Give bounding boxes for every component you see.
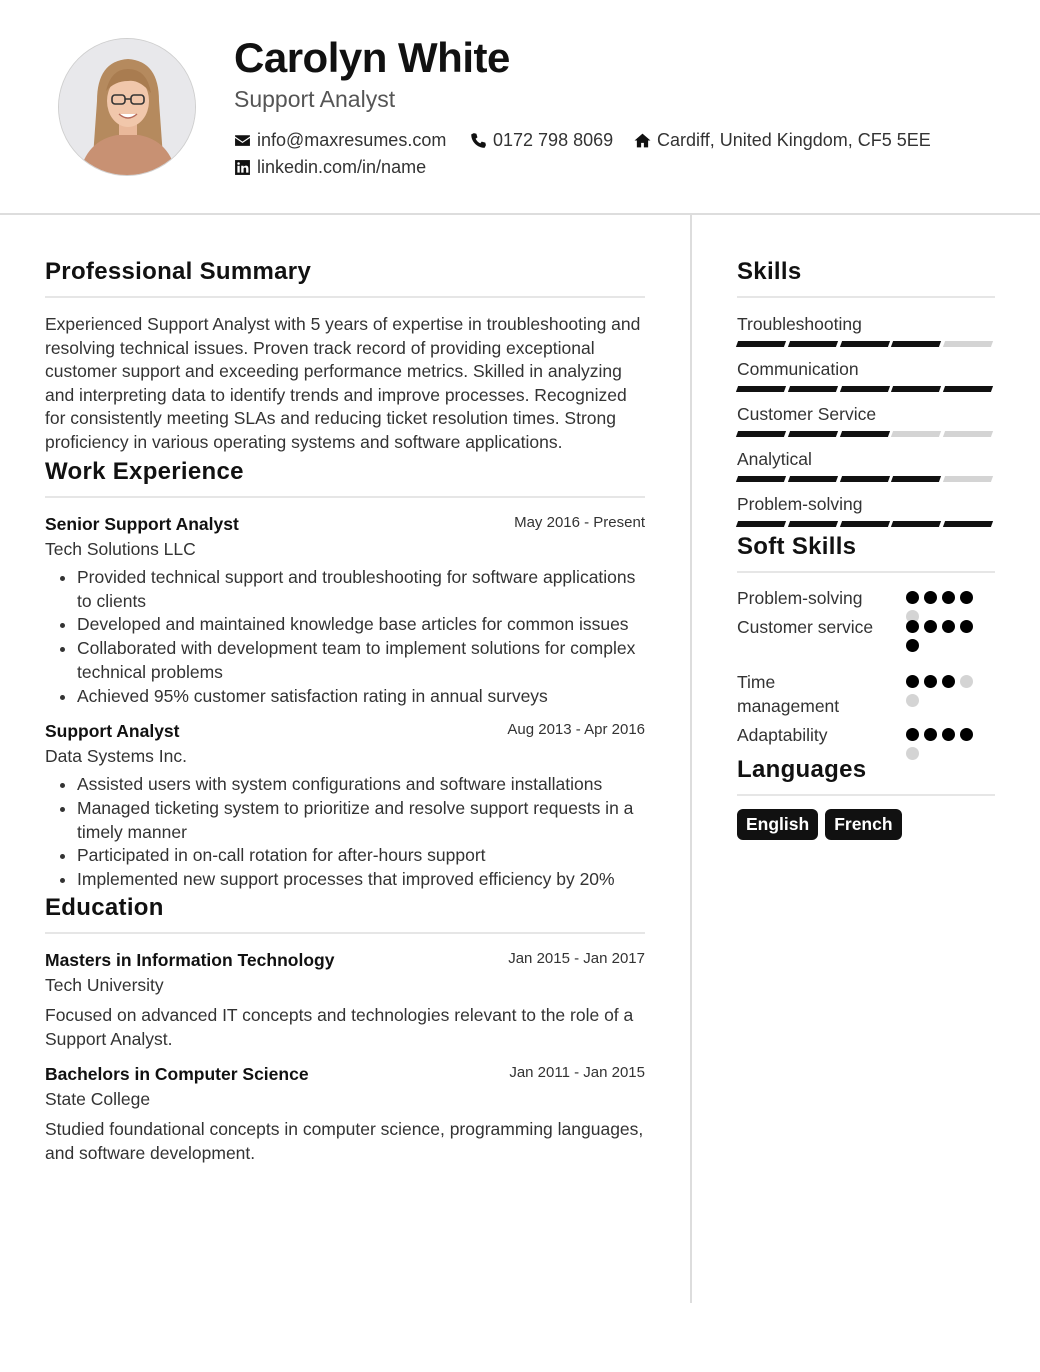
summary-heading: Professional Summary xyxy=(45,258,645,298)
job-bullet: • Developed and maintained knowledge base articles for common issues xyxy=(77,613,645,637)
rating-dot-filled xyxy=(924,728,937,741)
languages-heading: Languages xyxy=(737,756,995,796)
job-date: Aug 2013 - Apr 2016 xyxy=(507,721,645,739)
skill-bar-empty xyxy=(943,341,993,347)
skill-item xyxy=(737,494,995,527)
job-company: Data Systems Inc. xyxy=(45,746,187,767)
job-bullets xyxy=(45,566,645,708)
school-name: State College xyxy=(45,1088,151,1109)
main-column xyxy=(45,258,645,1165)
soft-skills-heading: Soft Skills xyxy=(737,533,995,573)
rating-dot-filled xyxy=(906,591,919,604)
job-entry xyxy=(45,721,645,892)
rating-dot-empty xyxy=(960,675,973,688)
home-icon xyxy=(634,132,651,149)
skill-bar-filled xyxy=(840,386,890,392)
skill-bar-filled xyxy=(840,431,890,437)
rating-dot-empty xyxy=(906,694,919,707)
skill-level-bars xyxy=(737,341,995,347)
sidebar-column xyxy=(737,258,995,840)
skill-bar-filled xyxy=(788,476,838,482)
soft-skill-name: Time management xyxy=(737,672,840,716)
phone-icon xyxy=(470,132,487,149)
skill-bar-filled xyxy=(891,521,941,527)
job-date: May 2016 - Present xyxy=(514,514,645,531)
skill-bar-filled xyxy=(788,341,838,347)
soft-skill-dots xyxy=(906,675,986,707)
skill-bar-filled xyxy=(736,431,786,437)
address-text: Cardiff, United Kingdom, CF5 5EE xyxy=(657,130,931,150)
soft-skill-item xyxy=(737,671,995,724)
soft-skill-item xyxy=(737,587,995,616)
rating-dot-filled xyxy=(906,639,919,652)
skill-bar-filled xyxy=(788,521,838,527)
education-entry xyxy=(45,1064,645,1165)
rating-dot-filled xyxy=(942,620,955,633)
contact-email[interactable] xyxy=(234,130,446,151)
skills-heading: Skills xyxy=(737,258,995,298)
soft-skill-item xyxy=(737,616,995,671)
job-bullet: • Provided technical support and troubleshooting for software applications to clients xyxy=(77,566,645,613)
skill-item xyxy=(737,314,995,347)
job-bullet: • Managed ticketing system to prioritize and resolve support requests in a timely manner xyxy=(77,797,645,844)
job-bullets xyxy=(45,773,645,892)
degree-title: Bachelors in Computer Science xyxy=(45,1063,309,1084)
linkedin-text: linkedin.com/in/name xyxy=(257,157,427,177)
education-date: Jan 2015 - Jan 2017 xyxy=(508,949,645,967)
skill-bar-empty xyxy=(943,431,993,437)
skill-bar-filled xyxy=(736,521,786,527)
email-text: info@maxresumes.com xyxy=(257,130,447,150)
skill-bar-filled xyxy=(943,521,993,527)
soft-skill-name: Adaptability xyxy=(737,725,828,745)
rating-dot-empty xyxy=(906,747,919,760)
rating-dot-filled xyxy=(906,728,919,741)
linkedin-icon xyxy=(234,159,251,176)
rating-dot-filled xyxy=(960,728,973,741)
candidate-name: Carolyn White xyxy=(234,34,510,81)
education-description: Focused on advanced IT concepts and technologies relevant to the role of a Support Analyst. xyxy=(45,1004,634,1049)
job-bullet: • Participated in on-call rotation for after-hours support xyxy=(77,844,645,868)
rating-dot-filled xyxy=(924,620,937,633)
language-badge: English xyxy=(737,809,818,840)
avatar-illustration xyxy=(59,39,196,176)
contact-phone[interactable] xyxy=(470,130,613,151)
profile-photo xyxy=(58,38,196,176)
skill-level-bars xyxy=(737,431,995,437)
candidate-title: Support Analyst xyxy=(234,86,396,112)
education-description: Studied foundational concepts in computer science, programming languages, and software development. xyxy=(45,1118,644,1163)
rating-dot-filled xyxy=(960,620,973,633)
language-badge: French xyxy=(825,809,901,840)
job-title: Senior Support Analyst xyxy=(45,514,239,534)
languages-list xyxy=(737,809,995,840)
soft-skill-item xyxy=(737,724,995,756)
skill-bar-filled xyxy=(840,476,890,482)
skill-bar-filled xyxy=(891,386,941,392)
job-entry xyxy=(45,514,645,708)
contact-linkedin[interactable] xyxy=(234,157,426,178)
skill-bar-filled xyxy=(943,386,993,392)
skill-bar-filled xyxy=(891,341,941,347)
soft-skill-dots xyxy=(906,728,986,760)
rating-dot-filled xyxy=(924,675,937,688)
skill-name: Analytical xyxy=(737,449,812,469)
skills-list xyxy=(737,314,995,527)
skill-bar-filled xyxy=(891,476,941,482)
soft-skill-name: Customer service xyxy=(737,617,874,637)
skill-bar-empty xyxy=(891,431,941,437)
skill-bar-filled xyxy=(736,386,786,392)
skill-bar-filled xyxy=(840,341,890,347)
skill-bar-filled xyxy=(788,431,838,437)
phone-text: 0172 798 8069 xyxy=(493,130,614,150)
experience-heading: Work Experience xyxy=(45,458,645,498)
skill-name: Communication xyxy=(737,359,859,379)
skill-name: Troubleshooting xyxy=(737,314,862,334)
resume-header xyxy=(0,0,1040,215)
skill-bar-filled xyxy=(736,476,786,482)
contact-address xyxy=(634,130,931,151)
job-bullet: • Collaborated with development team to implement solutions for complex technical problems xyxy=(77,637,645,684)
skill-item xyxy=(737,449,995,482)
soft-skill-name: Problem-solving xyxy=(737,588,863,608)
skill-name: Problem-solving xyxy=(737,494,863,514)
skill-bar-filled xyxy=(736,341,786,347)
education-entry xyxy=(45,950,645,1051)
rating-dot-filled xyxy=(942,728,955,741)
skill-level-bars xyxy=(737,476,995,482)
skill-level-bars xyxy=(737,386,995,392)
soft-skill-dots xyxy=(906,620,986,652)
skill-item xyxy=(737,404,995,437)
rating-dot-filled xyxy=(906,675,919,688)
job-bullet: • Assisted users with system configurations and software installations xyxy=(77,773,645,797)
rating-dot-filled xyxy=(960,591,973,604)
skill-name: Customer Service xyxy=(737,404,877,424)
rating-dot-filled xyxy=(906,620,919,633)
soft-skills-list xyxy=(737,587,995,756)
job-bullet: • Achieved 95% customer satisfaction rating in annual surveys xyxy=(77,685,645,709)
rating-dot-filled xyxy=(942,675,955,688)
education-date: Jan 2011 - Jan 2015 xyxy=(509,1063,645,1081)
job-title: Support Analyst xyxy=(45,721,180,742)
skill-bar-empty xyxy=(943,476,993,482)
summary-text: Experienced Support Analyst with 5 years of expertise in troubleshooting and resolving technical issues. Proven track record of providing exceptional customer support and exceeding performance metrics. Skilled in analyzing and interpreting data to identify trends and improve processes. Recognized for consistently meeting SLAs and reducing ticket resolution times. Strong proficiency in various operating systems and software applications. xyxy=(45,314,641,452)
skill-bar-filled xyxy=(840,521,890,527)
job-company: Tech Solutions LLC xyxy=(45,539,196,559)
degree-title: Masters in Information Technology xyxy=(45,949,335,970)
school-name: Tech University xyxy=(45,974,164,995)
education-heading: Education xyxy=(45,894,645,934)
skill-item xyxy=(737,359,995,392)
column-divider xyxy=(690,215,692,1303)
job-bullet: • Implemented new support processes that improved efficiency by 20% xyxy=(77,868,645,892)
rating-dot-filled xyxy=(924,591,937,604)
envelope-icon xyxy=(234,132,251,149)
skill-bar-filled xyxy=(788,386,838,392)
skill-level-bars xyxy=(737,521,995,527)
rating-dot-filled xyxy=(942,591,955,604)
